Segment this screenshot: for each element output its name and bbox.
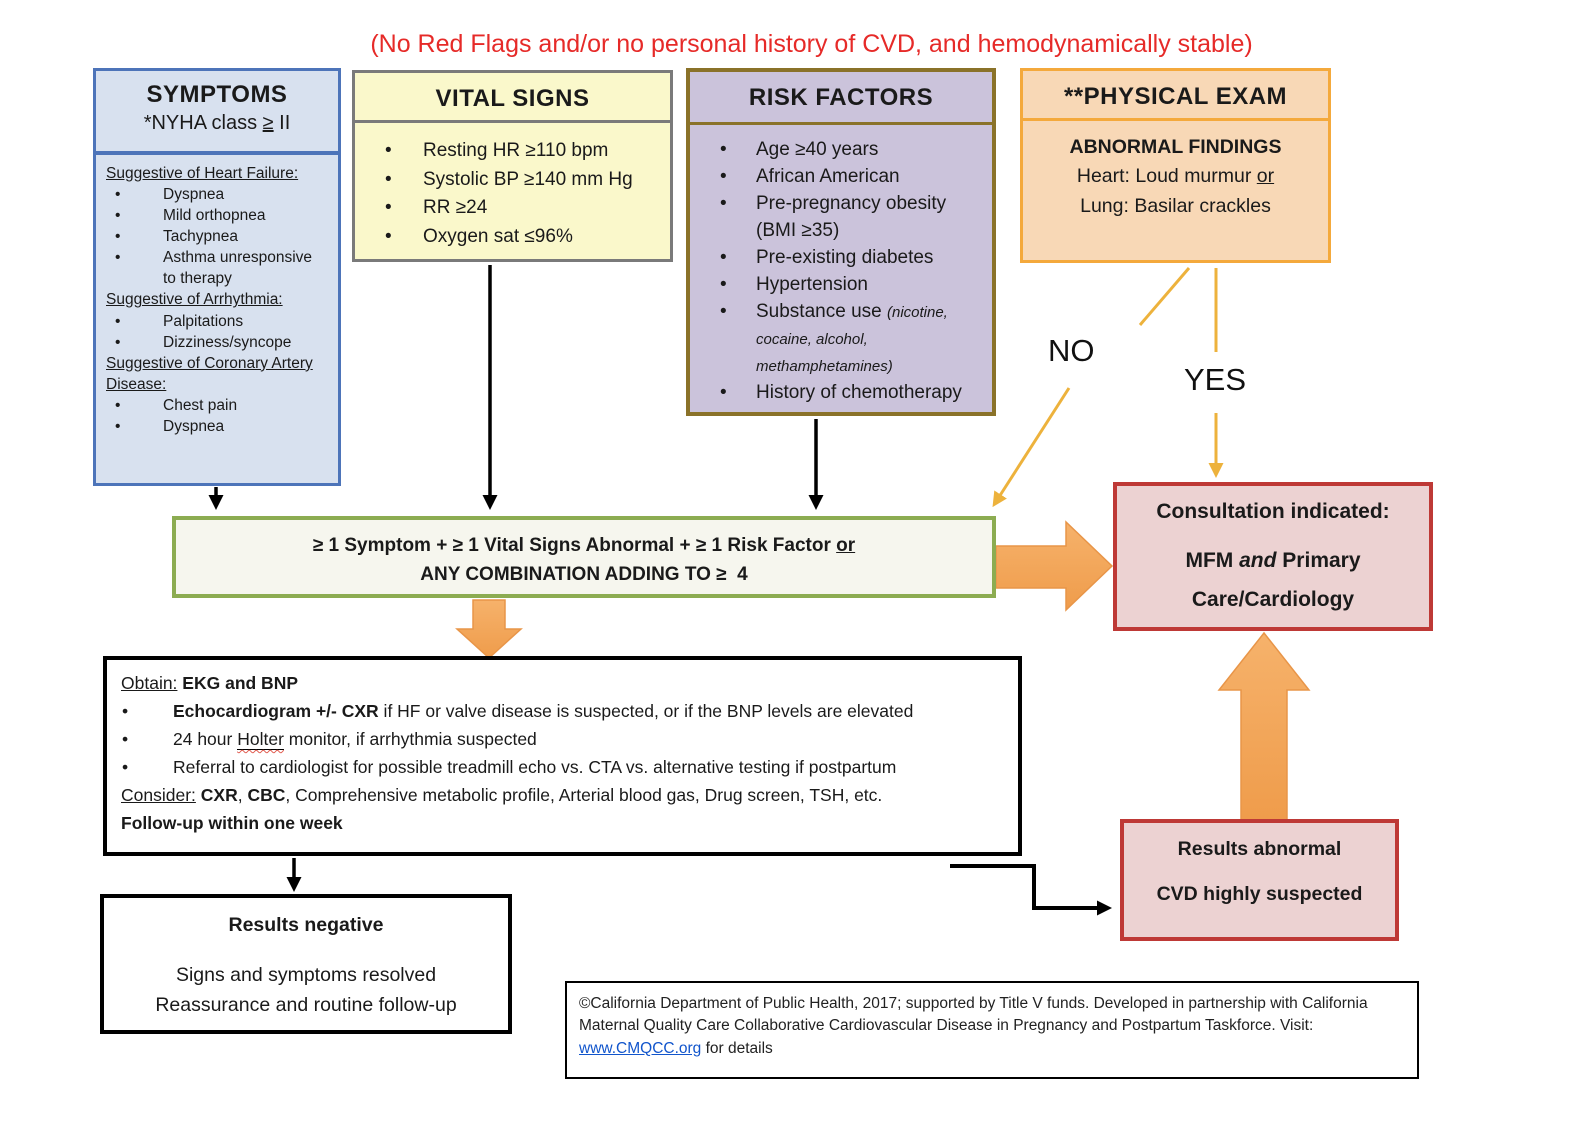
section-heading-coronary: Suggestive of Coronary Artery Disease: [106,354,313,393]
symptoms-body [96,155,338,437]
list-item: • History of chemotherapy [690,380,986,407]
block-arrow-abnormal-to-consultation [1219,633,1309,821]
consider-cxr: CXR [195,785,238,805]
list-item-echo [121,697,1004,725]
symptoms-subheader [96,112,338,135]
echo-bold: Echocardiogram +/- CXR [173,701,379,721]
risk-factors-list [690,137,986,407]
block-arrow-criteria-to-workup [457,600,521,658]
list-item: • Mild orthopnea [106,205,328,226]
list-item: • African American [690,164,986,191]
consider-sep: , [237,785,248,805]
no-arrow-to-criteria [999,388,1069,497]
risk-factors-body [690,125,992,407]
physical-exam-body [1023,121,1328,221]
heart-failure-list [106,184,328,289]
list-item: • Chest pain [106,395,328,416]
vital-signs-header: VITAL SIGNS [435,85,590,112]
consultation-detail [1137,542,1409,620]
symptoms-header-section [96,71,338,155]
heart-finding-text: Heart: Loud murmur [1076,165,1257,188]
vital-signs-list [355,137,664,251]
symptoms-header: SYMPTOMS [146,81,288,108]
obtain-tests: EKG and BNP [177,673,299,693]
consultation-primary-care: Primary Care/Cardiology [1191,549,1361,612]
consultation-and: and [1239,549,1277,573]
no-arrow-segment [1140,268,1189,325]
consider-line [121,781,1004,809]
section-heading-heart-failure: Suggestive of Heart Failure: [106,165,299,182]
obtain-line [121,669,1004,697]
obtain-label: Obtain: [121,673,178,693]
list-item-referral: • Referral to cardiologist for possible treadmill echo vs. CTA vs. alternative testing if postpartum [121,753,1004,781]
page-title: (No Red Flags and/or no personal history of CVD, and hemodynamically stable) [370,30,1253,58]
physical-exam-header-section [1023,71,1328,121]
list-item: • Pre-existing diabetes [690,245,986,272]
no-label: NO [1048,333,1095,368]
holter-pre: 24 hour [173,729,238,749]
copyright-text-post: for details [701,1039,773,1057]
list-item: • Dyspnea [106,184,328,205]
risk-factors-box [686,68,996,416]
nyha-text: *NYHA class [143,112,263,134]
workup-list [121,697,1004,781]
consultation-box [1113,482,1433,631]
criteria-line1-text: ≥ 1 Symptom + ≥ 1 Vital Signs Abnormal + ≥ 1 Risk Factor [312,535,837,556]
risk-factors-header: RISK FACTORS [748,84,934,111]
substance-use-text: Substance use [756,300,887,322]
list-item: • Oxygen sat ≤96% [355,223,664,252]
substance-use-detail: (nicotine, cocaine, alcohol, methamphetamines) [756,303,948,375]
results-abnormal-title: Results abnormal [1177,838,1342,860]
yes-label: YES [1184,362,1247,397]
symptoms-box [93,68,341,486]
list-item-substance-use [690,299,986,380]
criteria-box [172,516,996,598]
coronary-list [106,395,328,437]
workup-box [103,656,1022,856]
physical-exam-box [1020,68,1331,263]
list-item: • Hypertension [690,272,986,299]
arrhythmia-list [106,311,328,353]
results-abnormal-line2: CVD highly suspected [1156,883,1363,906]
consider-rest: , Comprehensive metabolic profile, Arterial blood gas, Drug screen, TSH, etc. [285,785,883,805]
criteria-line1 [176,531,992,560]
vital-signs-header-section [355,73,670,123]
criteria-line2: ANY COMBINATION ADDING TO ≥ 4 [420,564,748,586]
holter-word: Holter [237,729,284,749]
list-item: • Resting HR ≥110 bpm [355,137,664,166]
results-negative-box [100,894,512,1034]
results-negative-line2: Reassurance and routine follow-up [155,994,457,1017]
vital-signs-box [352,70,673,262]
holter-post: monitor, if arrhythmia suspected [283,729,537,749]
list-item: • Dizziness/syncope [106,332,328,353]
list-item: • Pre-pregnancy obesity (BMI ≥35) [690,191,986,245]
cmqcc-link[interactable]: www.CMQCC.org [579,1039,702,1057]
echo-rest: if HF or valve disease is suspected, or if the BNP levels are elevated [378,701,914,721]
list-item-holter [121,725,1004,753]
abnormal-findings-title: ABNORMAL FINDINGS [1069,136,1282,158]
followup-line: Follow-up within one week [121,813,343,833]
arrow-workup-to-abnormal [950,866,1100,908]
list-item: • Systolic BP ≥140 mm Hg [355,166,664,195]
list-item: • RR ≥24 [355,194,664,223]
consider-label: Consider: [121,785,196,805]
nyha-ge-symbol: ≥ [262,112,274,134]
nyha-class-value: II [273,112,291,134]
criteria-line1-or: or [836,535,856,556]
list-item: • Age ≥40 years [690,137,986,164]
block-arrow-criteria-to-consultation [996,522,1112,610]
physical-exam-header: **PHYSICAL EXAM [1063,83,1288,110]
vital-signs-body [355,123,670,251]
list-item: • Dyspnea [106,416,328,437]
results-negative-line1: Signs and symptoms resolved [175,964,437,987]
list-item: • Tachypnea [106,226,328,247]
risk-factors-header-section [690,72,992,125]
lung-finding: Lung: Basilar crackles [1080,194,1271,217]
copyright-text: ©California Department of Public Health, 2017; supported by Title V funds. Developed in partnership with California Maternal Quality Care Collaborative Cardiovascular Disease in Pregnancy and Postpartum Taskforce. Visit: [579,995,1368,1035]
consultation-mfm: MFM [1185,549,1240,573]
list-item: • Asthma unresponsive to therapy [106,247,328,289]
results-negative-title: Results negative [228,914,384,936]
copyright-box [565,981,1419,1079]
consider-cbc: CBC [247,785,286,805]
results-abnormal-box [1120,819,1399,941]
consultation-title: Consultation indicated: [1156,500,1390,523]
list-item: • Palpitations [106,311,328,332]
heart-finding [1023,162,1328,191]
heart-finding-or: or [1256,165,1275,188]
section-heading-arrhythmia: Suggestive of Arrhythmia: [106,291,283,309]
